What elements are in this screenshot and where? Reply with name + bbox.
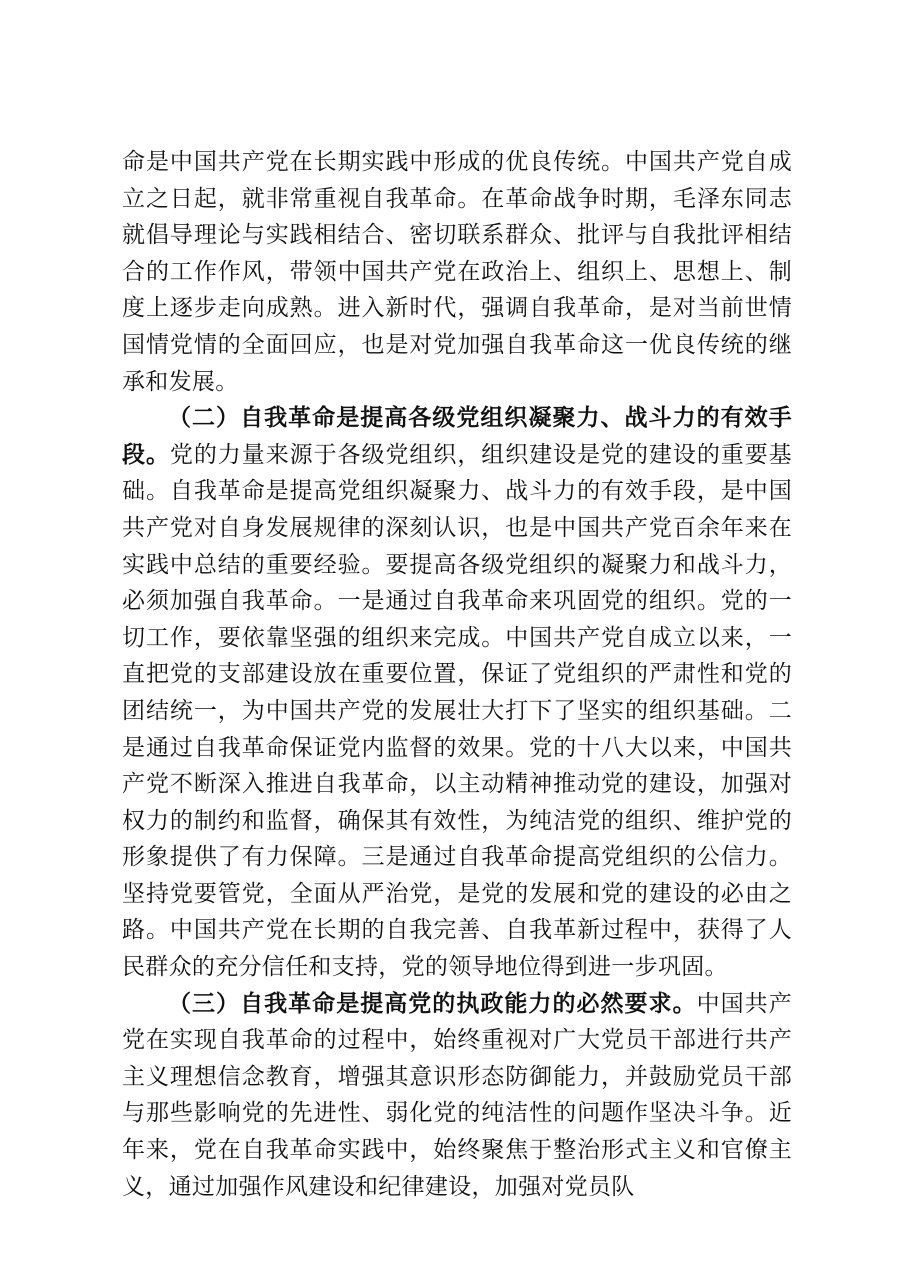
document-body (122, 144, 792, 1205)
paragraph-body: 命是中国共产党在长期实践中形成的优良传统。中国共产党自成立之日起，就非常重视自我革命。在革命战争时期，毛泽东同志就倡导理论与实践相结合、密切联系群众、批评与自我批评相结合的工作作风，带领中国共产党在政治上、组织上、思想上、制度上逐步走向成熟。进入新时代，强调自我革命，是对当前世情国情党情的全面回应，也是对党加强自我革命这一优良传统的继承和发展。 (122, 149, 792, 395)
paragraph-section-3 (122, 986, 792, 1206)
paragraph-body: 中国共产党在实现自我革命的过程中，始终重视对广大党员干部进行共产主义理想信念教育，增强其意识形态防御能力，并鼓励党员干部与那些影响党的先进性、弱化党的纯洁性的问题作坚决斗争。近年来，党在自我革命实践中，始终聚焦于整治形式主义和官僚主义，通过加强作风建设和纪律建设，加强对党员队 (122, 990, 792, 1200)
paragraph-body: 党的力量来源于各级党组织，组织建设是党的建设的重要基础。自我革命是提高党组织凝聚力、战斗力的有效手段，是中国共产党对自身发展规律的深刻认识，也是中国共产党百余年来在实践中总结的重要经验。要提高各级党组织的凝聚力和战斗力，必须加强自我革命。一是通过自我革命来巩固党的组织。党的一切工作，要依靠坚强的组织来完成。中国共产党自成立以来，一直把党的支部建设放在重要位置，保证了党组织的严肃性和党的团结统一，为中国共产党的发展壮大打下了坚实的组织基础。二是通过自我革命保证党内监督的效果。党的十八大以来，中国共产党不断深入推进自我革命，以主动精神推动党的建设，加强对权力的制约和监督，确保其有效性，为纯洁党的组织、维护党的形象提供了有力保障。三是通过自我革命提高党组织的公信力。坚持党要管党，全面从严治党，是党的发展和党的建设的必由之路。中国共产党在长期的自我完善、自我革新过程中，获得了人民群众的充分信任和支持，党的领导地位得到进一步巩固。 (122, 441, 792, 981)
paragraph-continuation (122, 144, 792, 400)
section-2-heading: （二）自我革命是提高各级党组织凝聚力、战斗力的有效手段。 (122, 404, 792, 468)
section-3-heading: （三）自我革命是提高党的执政能力的必然要求。 (168, 989, 697, 1017)
paragraph-section-2 (122, 400, 792, 986)
